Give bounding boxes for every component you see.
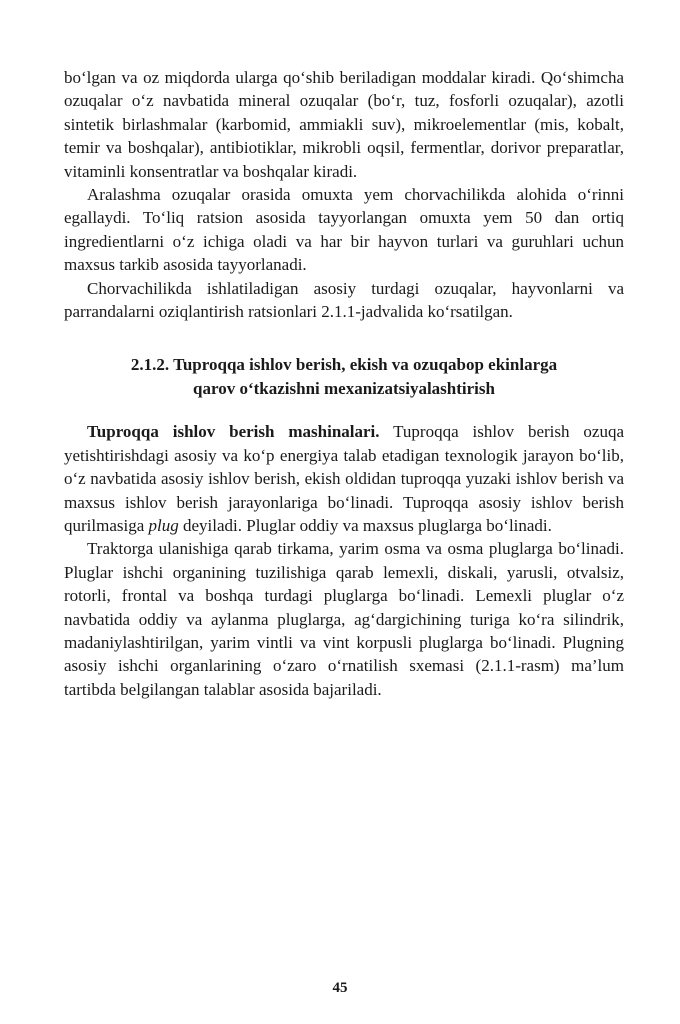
paragraph-feed-types: Chorvachilikda ishlatiladigan asosiy turdagi ozuqalar, hayvonlarni va parrandalarni oziqlantirish ratsionlari 2.1.1-jadvalida ko‘rsatilgan. (64, 278, 624, 322)
paragraph-lead-term: Tuproqqa ishlov berish mashinalari. (87, 422, 380, 442)
paragraph-text-part-b: deyiladi. Pluglar oddiy va maxsus pluglarga bo‘linadi. (178, 515, 552, 535)
paragraph-text-part-a: Tuproqqa ishlov berish ozuqa yetishtirishdagi asosiy va ko‘p energiya talab etadigan texnologik jarayon bo‘lib, o‘z navbatida asosiy ishlov berish, ekish oldidan tuproqqa yuzaki ishlov berish va maxsus ishlov berish jarayonlariga bo‘linadi. Tuproqqa asosiy ishlov berish qurilmasiga (64, 422, 624, 535)
page-number: 45 (332, 980, 348, 996)
italic-term-plug: plug (148, 515, 179, 535)
paragraph-compound-feed: Aralashma ozuqalar orasida omuxta yem chorvachilikda alohida o‘rinni egallaydi. To‘liq ratsion asosida tayyorlangan omuxta yem 50 dan ortiq ingredientlarni o‘z ichiga oladi va har bir hayvon turlari va guruhlari uchun maxsus tarkib asosida tayyorlanadi. (64, 185, 624, 275)
section-heading-line-1: 2.1.2. Tuproqqa ishlov berish, ekish va ozuqabop ekinlarga (130, 355, 558, 375)
paragraph-plug-types: Traktorga ulanishiga qarab tirkama, yarim osma va osma pluglarga bo‘linadi. Pluglar ishchi organining tuzilishiga qarab lemexli, diskali, yarusli, otvalsiz, rotorli, frontal va boshqa turdagi pluglarga bo‘linadi. Lemexli pluglar o‘z navbatida oddiy va aylanma pluglarga, ag‘dargichining turiga ko‘ra silindrik, madaniylashtirilgan, yarim vintli va vint korpusli pluglarga bo‘linadi. Plugning asosiy ishchi organlarining o‘zaro o‘rnatilish sxemasi (2.1.1-rasm) ma’lum tartibda belgilangan talablar asosida bajariladi. (64, 539, 624, 699)
intro-paragraph: bo‘lgan va oz miqdorda ularga qo‘shib beriladigan moddalar kiradi. Qo‘shimcha ozuqalar o‘z navbatida mineral ozuqalar (bo‘r, tuz, fosforli ozuqalar), azotli sintetik birlashmalar (karbomid, ammiakli suv), mikroelementlar (mis, kobalt, temir va boshqalar), antibiotiklar, mikrobli oqsil, fermentlar, dorivor preparatlar, vitaminli konsentratlar va boshqalar kiradi. (64, 68, 624, 181)
section-heading (64, 353, 624, 400)
page-body (64, 66, 624, 701)
section-heading-line-2: qarov o‘tkazishni mexanizatsiyalashtirish (193, 378, 495, 398)
paragraph-tillage-machines (64, 420, 624, 537)
